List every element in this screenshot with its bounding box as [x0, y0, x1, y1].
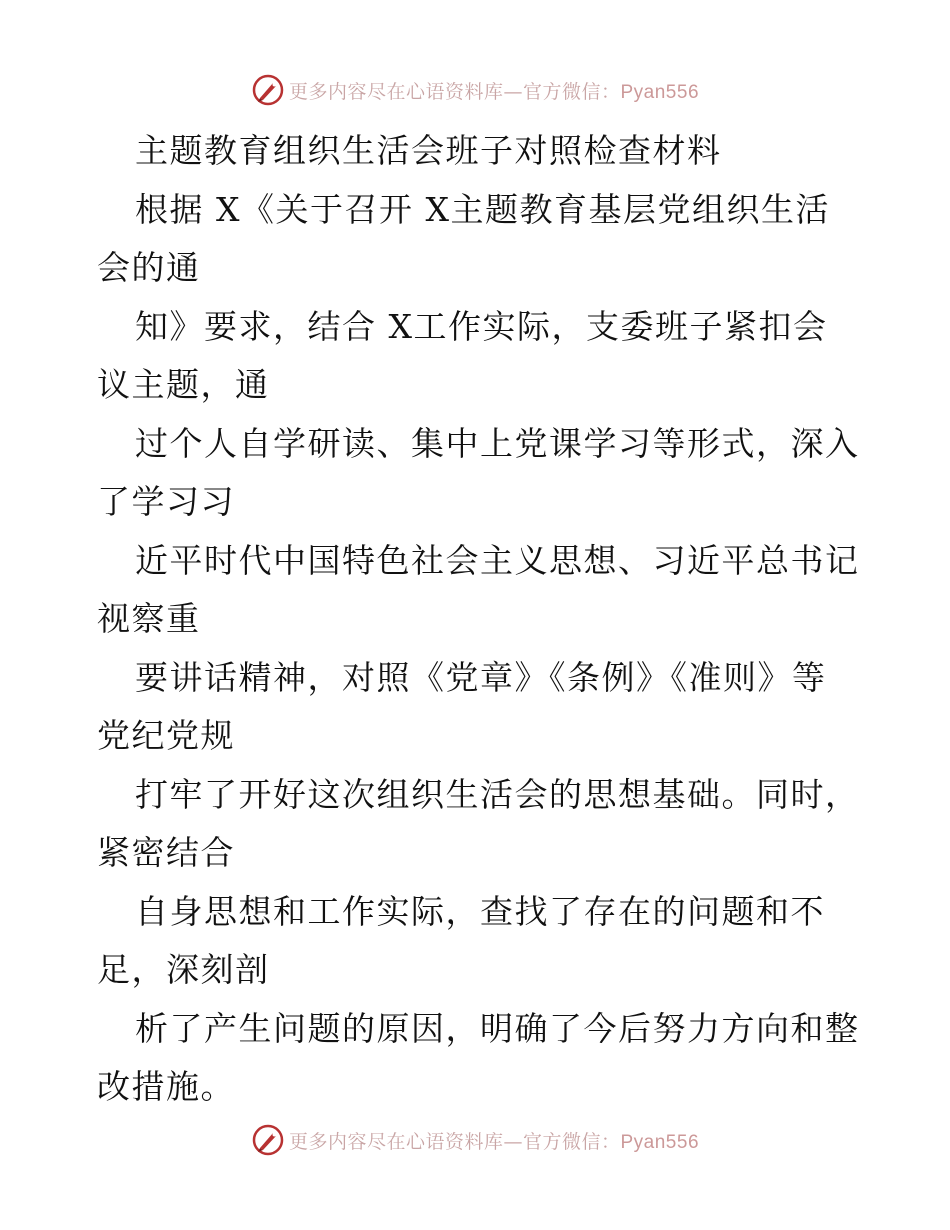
paragraph-line: 改措施。	[97, 1067, 235, 1106]
paragraph-line: 视察重	[97, 599, 201, 638]
watermark-text: 更多内容尽在心语资料库—官方微信：Pyan556	[288, 1130, 700, 1153]
paragraph-line: 会的通	[97, 248, 201, 287]
watermark-text: 更多内容尽在心语资料库—官方微信：Pyan556	[288, 80, 700, 103]
paragraph-line: 议主题，通	[97, 365, 270, 404]
paragraph-line: 知》要求，结合 X工作实际，支委班子紧扣会	[135, 306, 828, 346]
pen-logo-icon	[251, 73, 285, 107]
pen-logo-icon	[251, 1123, 285, 1157]
header-watermark	[0, 70, 950, 110]
document-body	[97, 122, 867, 1117]
paragraph-line: 根据 X《关于召开 X主题教育基层党组织生活	[135, 189, 830, 229]
paragraph-line: 近平时代中国特色社会主义思想、习近平总书记	[135, 540, 860, 580]
paragraph-line: 自身思想和工作实际，查找了存在的问题和不	[135, 891, 825, 931]
document-title: 主题教育组织生活会班子对照检查材料	[135, 131, 722, 170]
paragraph-line: 打牢了开好这次组织生活会的思想基础。同时，	[135, 774, 860, 814]
paragraph-line: 析了产生问题的原因，明确了今后努力方向和整	[135, 1008, 860, 1048]
footer-watermark	[0, 1120, 950, 1160]
paragraph-line: 足，深刻剖	[97, 950, 270, 989]
paragraph-line: 过个人自学研读、集中上党课学习等形式，深入	[135, 423, 860, 463]
paragraph-line: 党纪党规	[97, 716, 235, 755]
paragraph-line: 了学习习	[97, 482, 235, 521]
paragraph-line: 要讲话精神，对照《党章》《条例》《准则》等	[135, 657, 827, 697]
paragraph-line: 紧密结合	[97, 833, 235, 872]
